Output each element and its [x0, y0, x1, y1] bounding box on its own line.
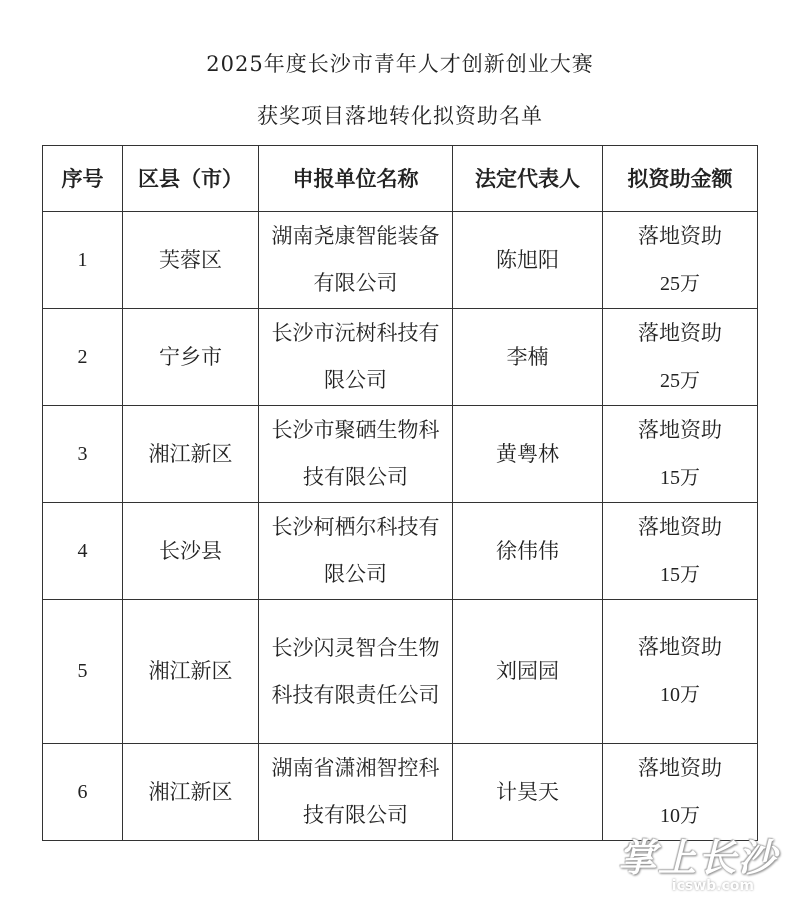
- company-name: 湖南省潇湘智控科技有限公司: [271, 756, 440, 827]
- row-no: 2: [43, 309, 123, 406]
- row-company: [259, 744, 453, 841]
- amount-value: 10万: [660, 684, 700, 706]
- row-district: 长沙县: [123, 503, 259, 600]
- row-no: 3: [43, 406, 123, 503]
- amount-value: 10万: [660, 804, 700, 827]
- watermark-title: 掌上长沙: [617, 836, 778, 880]
- header-company: 申报单位名称: [259, 146, 453, 212]
- table-header-row: [43, 146, 758, 212]
- row-district: 宁乡市: [123, 309, 259, 406]
- row-no: 1: [43, 212, 123, 309]
- row-representative: 刘园园: [453, 600, 603, 744]
- row-company: [259, 503, 453, 600]
- row-no: 4: [43, 503, 123, 600]
- header-district: 区县（市）: [123, 146, 259, 212]
- row-representative: 李楠: [453, 309, 603, 406]
- row-amount: [603, 309, 758, 406]
- company-name: 长沙闪灵智合生物科技有限责任公司: [271, 635, 440, 707]
- company-name: 长沙市沅树科技有限公司: [271, 321, 440, 392]
- row-district: 湘江新区: [123, 600, 259, 744]
- header-amount: 拟资助金额: [603, 146, 758, 212]
- amount-label: 落地资助: [638, 320, 722, 345]
- header-no: 序号: [43, 146, 123, 212]
- row-district: 湘江新区: [123, 744, 259, 841]
- row-amount: [603, 212, 758, 309]
- row-amount: [603, 503, 758, 600]
- document-subtitle: 获奖项目落地转化拟资助名单: [257, 104, 543, 128]
- table-row: [43, 406, 758, 503]
- row-representative: 陈旭阳: [453, 212, 603, 309]
- amount-value: 25万: [660, 272, 700, 295]
- table-row: [43, 212, 758, 309]
- header-representative: 法定代表人: [453, 146, 603, 212]
- amount-label: 落地资助: [638, 755, 722, 780]
- funding-table: [42, 145, 758, 841]
- table-row: [43, 744, 758, 841]
- amount-label: 落地资助: [638, 223, 722, 248]
- row-no: 5: [43, 600, 123, 744]
- amount-label: 落地资助: [638, 635, 722, 659]
- amount-value: 15万: [660, 466, 700, 489]
- row-company: [259, 212, 453, 309]
- company-name: 长沙柯栖尔科技有限公司: [271, 515, 440, 586]
- amount-value: 15万: [660, 563, 700, 586]
- row-representative: 黄粤林: [453, 406, 603, 503]
- amount-label: 落地资助: [638, 417, 722, 442]
- table-row: [43, 503, 758, 600]
- row-amount: [603, 600, 758, 744]
- row-amount: [603, 406, 758, 503]
- watermark-url: icswb.com: [671, 878, 754, 894]
- table-row: [43, 309, 758, 406]
- amount-label: 落地资助: [638, 514, 722, 539]
- row-no: 6: [43, 744, 123, 841]
- row-company: [259, 309, 453, 406]
- row-representative: 徐伟伟: [453, 503, 603, 600]
- row-district: 芙蓉区: [123, 212, 259, 309]
- company-name: 湖南尧康智能装备有限公司: [271, 224, 440, 295]
- company-name: 长沙市聚硒生物科技有限公司: [271, 418, 440, 489]
- row-district: 湘江新区: [123, 406, 259, 503]
- row-company: [259, 600, 453, 744]
- row-representative: 计昊天: [453, 744, 603, 841]
- document-title: 2025年度长沙市青年人才创新创业大赛: [206, 52, 594, 76]
- row-company: [259, 406, 453, 503]
- table-row: [43, 600, 758, 744]
- amount-value: 25万: [660, 369, 700, 392]
- row-amount: [603, 744, 758, 841]
